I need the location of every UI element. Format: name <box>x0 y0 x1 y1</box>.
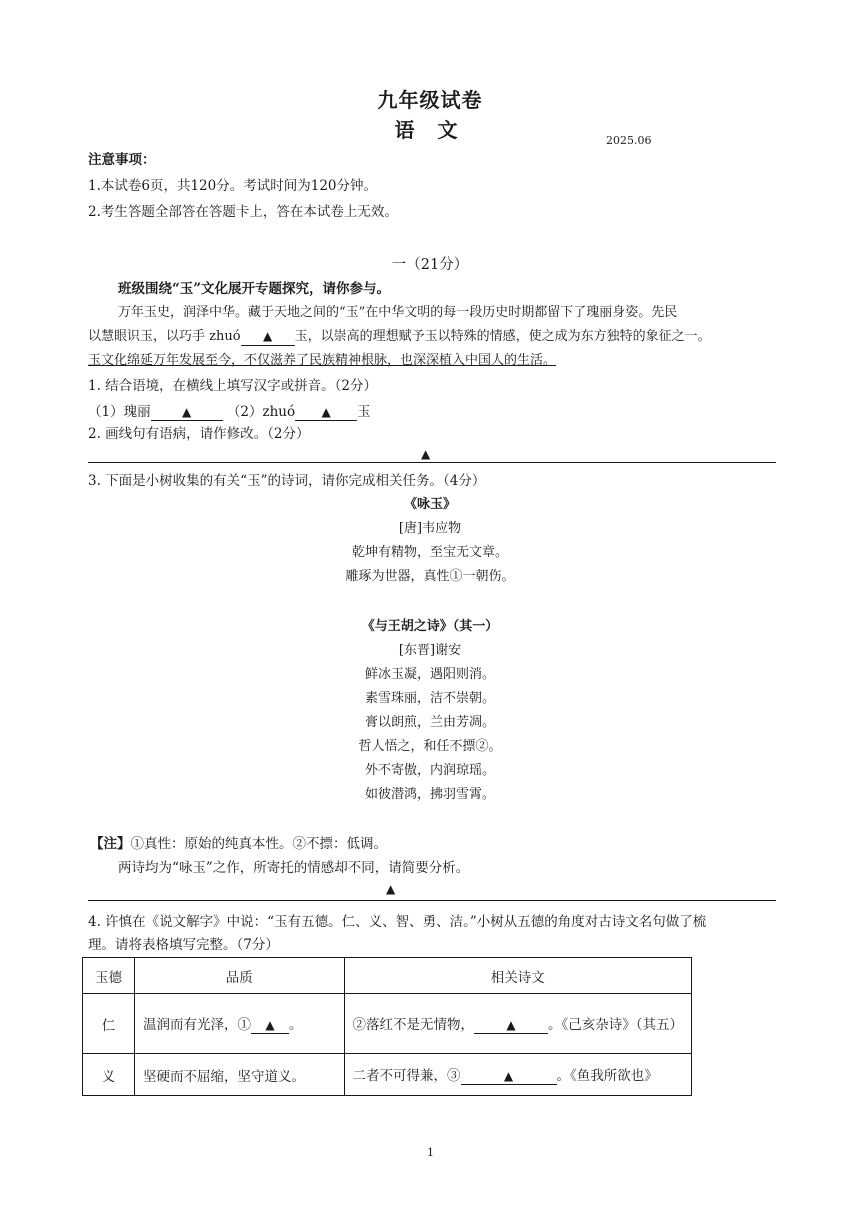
passage-line-2-a: 以慧眼识玉，以巧手 zhuó <box>88 329 241 344</box>
blank-1[interactable] <box>251 1017 289 1034</box>
row-1-poem-b: 。《己亥杂诗》（其五） <box>548 1017 683 1033</box>
section-intro: 班级围绕“玉”文化展开专题探究，请你参与。 <box>118 281 391 297</box>
exam-date: 2025.06 <box>606 134 652 147</box>
blank-2[interactable] <box>474 1017 548 1034</box>
poem-2-author: [东晋]谢安 <box>398 643 462 658</box>
table-header-virtue: 玉德 <box>83 958 135 994</box>
poem-1-title: 《咏玉》 <box>403 497 456 512</box>
q1-part-1-blank[interactable] <box>151 404 223 421</box>
passage-line-3-underlined: 玉文化绵延万年发展至今，不仅滋养了民族精神根脉，也深深植入中国人的生活。 <box>88 353 557 368</box>
table-header-quality: 品质 <box>135 958 344 994</box>
triangle-icon: ▲ <box>386 882 396 896</box>
subject-title: 语 文 <box>394 118 466 142</box>
row-2-poem-a: 二者不可得兼，③ <box>352 1068 461 1084</box>
question-3-task: 两诗均为“咏玉”之作，所寄托的情感却不同，请简要分析。 <box>118 860 470 876</box>
question-4-stem-line-1: 4. 许慎在《说文解字》中说：“玉有五德。仁、义、智、勇、洁。”小树从五德的角度对古诗文名句做了梳 <box>88 914 707 930</box>
poem-2-title: 《与王胡之诗》（其一） <box>361 619 499 634</box>
q1-part-2-blank[interactable] <box>295 404 357 421</box>
poem-2-line-2: 素雪珠丽，洁不崇朝。 <box>364 691 495 706</box>
question-3-stem: 3. 下面是小树收集的有关“玉”的诗词，请你完成相关任务。（4分） <box>88 473 486 489</box>
triangle-icon: ▲ <box>503 1069 514 1083</box>
row-1-poem-a: ②落红不是无情物， <box>352 1017 474 1033</box>
row-2-virtue: 义 <box>83 1054 135 1096</box>
passage-blank[interactable] <box>241 328 295 346</box>
row-2-poem <box>344 1054 692 1096</box>
page-number: 1 <box>427 1146 434 1159</box>
poem-2-line-6: 如彼潜鸿，拂羽雪霄。 <box>364 787 495 802</box>
row-2-quality: 坚硬而不屈缩，坚守道义。 <box>135 1054 344 1096</box>
notice-item-2: 2.考生答题全部答在答题卡上，答在本试卷上无效。 <box>88 204 398 220</box>
note-text: ①真性：原始的纯真本性。②不摽：低调。 <box>130 836 387 852</box>
notice-item-1: 1.本试卷6页，共120分。考试时间为120分钟。 <box>88 178 378 194</box>
q1-part-2-label: （2）zhuó <box>226 404 296 420</box>
poem-1-line-1: 乾坤有精物，至宝无文章。 <box>351 545 508 560</box>
note-label: 【注】 <box>90 836 131 852</box>
section-heading: 一（21分） <box>391 257 469 273</box>
question-1-stem: 1. 结合语境，在横线上填写汉字或拼音。（2分） <box>88 378 378 394</box>
poem-notes <box>90 834 387 854</box>
q1-part-2-suffix: 玉 <box>357 404 371 420</box>
triangle-icon: ▲ <box>265 1018 275 1032</box>
passage-line-2-b: 玉，以崇高的理想赋予玉以特殊的情感，使之成为东方独特的象征之一。 <box>294 329 711 344</box>
table-row <box>83 1054 692 1096</box>
poem-2-line-5: 外不寄傲，内润琼瑶。 <box>364 763 495 778</box>
row-1-poem <box>344 994 692 1054</box>
row-1-quality-b: 。 <box>289 1017 303 1033</box>
triangle-icon: ▲ <box>262 329 273 343</box>
triangle-icon: ▲ <box>181 405 192 419</box>
poem-2-line-3: 膏以朗煎，兰由芳凋。 <box>364 715 495 730</box>
triangle-icon: ▲ <box>506 1018 516 1032</box>
blank-3[interactable] <box>461 1068 557 1085</box>
question-4-stem-line-2: 理。请将表格填写完整。（7分） <box>88 937 279 953</box>
table-row <box>83 994 692 1054</box>
poem-1-author: [唐]韦应物 <box>398 521 462 536</box>
passage-line-1: 万年玉史，润泽中华。藏于天地之间的“玉”在中华文明的每一段历史时期都留下了瑰丽身姿。先民 <box>118 305 678 320</box>
poem-2-line-4: 哲人悟之，和任不摽②。 <box>358 739 502 754</box>
q3-answer-line[interactable] <box>88 900 776 901</box>
q1-part-1-label: （1）瑰丽 <box>88 404 151 420</box>
row-2-poem-b: 。《鱼我所欲也》 <box>556 1068 658 1084</box>
table-header-row <box>83 958 692 994</box>
question-1-parts <box>88 402 371 422</box>
row-1-quality-a: 温润而有光泽，① <box>143 1017 252 1033</box>
notice-heading: 注意事项： <box>88 152 156 168</box>
row-1-virtue: 仁 <box>83 994 135 1054</box>
poem-1-line-2: 雕琢为世器，真性①一朝伤。 <box>345 569 515 584</box>
poem-2-line-1: 鲜冰玉凝，遇阳则消。 <box>364 667 495 682</box>
question-2-stem: 2. 画线句有语病，请作修改。（2分） <box>88 426 310 442</box>
q2-answer-line[interactable] <box>88 462 776 463</box>
triangle-icon: ▲ <box>421 447 431 461</box>
table-header-poem: 相关诗文 <box>344 958 692 994</box>
exam-title: 九年级试卷 <box>377 88 483 112</box>
row-1-quality <box>135 994 344 1054</box>
triangle-icon: ▲ <box>321 405 331 419</box>
passage-line-2 <box>88 327 711 347</box>
virtue-table <box>82 957 692 1096</box>
